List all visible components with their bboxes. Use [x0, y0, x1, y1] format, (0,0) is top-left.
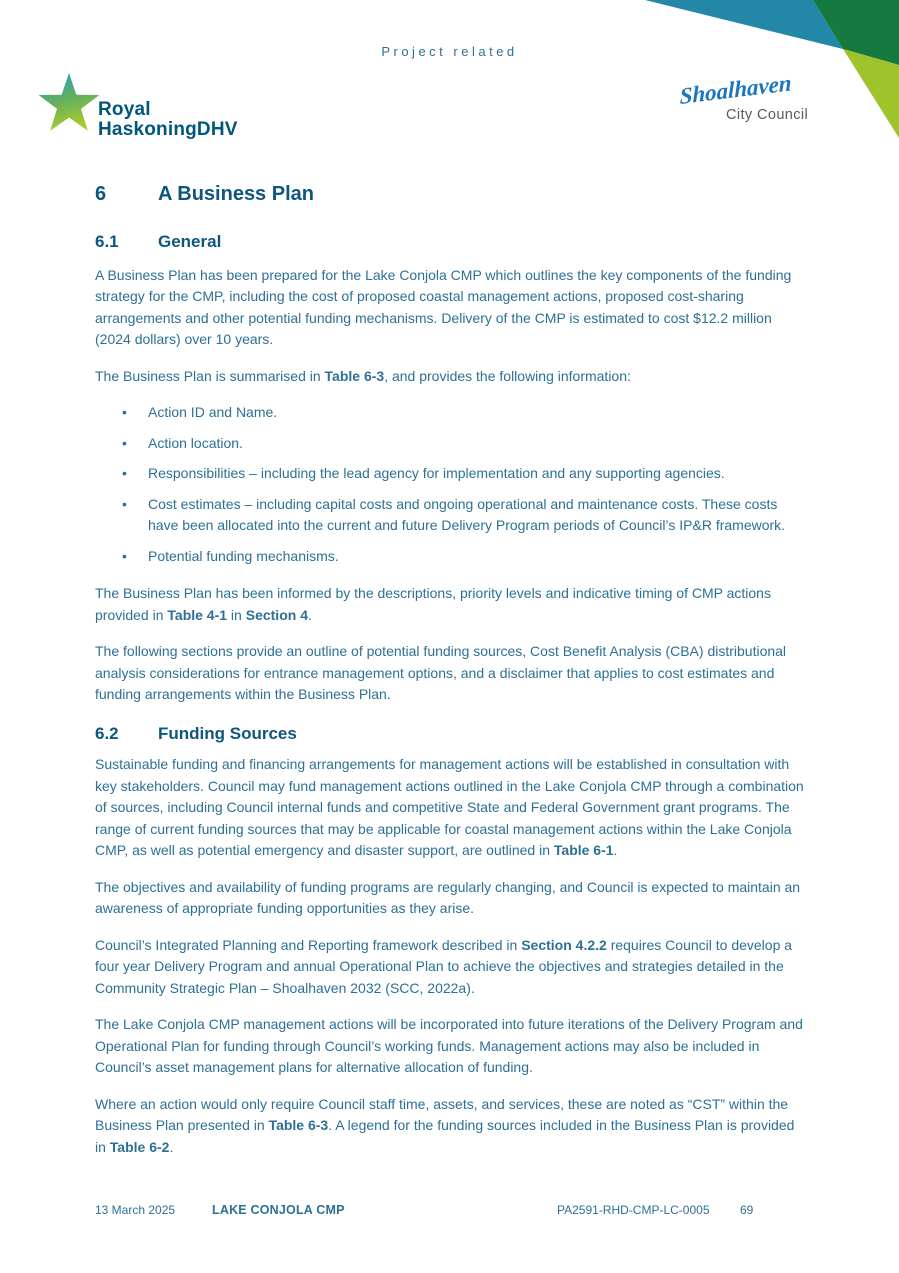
section-number: 6 — [95, 183, 107, 205]
paragraph-summary-ref: The Business Plan is summarised in Table 6-3, and provides the following information: — [95, 367, 631, 384]
paragraph-delivery-program: The Lake Conjola CMP management actions will be incorporated into future iterations of the Delivery Program and Operational Plan for funding through Council’s working funds. Management actions may also be included in Council’s asset management plans for alternative allocation of funding. — [95, 1016, 803, 1076]
list-item: • Cost estimates – including capital costs and ongoing operational and maintenance costs. These costs have been allocated into the current and future Delivery Program periods of Council’s IP&R framework. — [148, 494, 805, 537]
rhdhv-wordmark-line1: Royal — [98, 99, 151, 120]
corner-triangle-blue-icon — [645, 0, 843, 49]
section-heading-6-1 — [95, 232, 805, 252]
footer-doc-title: LAKE CONJOLA CMP — [212, 1203, 345, 1217]
section-number: 6.1 — [95, 232, 119, 251]
section-number: 6.2 — [95, 723, 119, 743]
section-title: A Business Plan — [158, 183, 314, 205]
paragraph-objectives: The objectives and availability of funding programs are regularly changing, and Council is expected to maintain an awareness of appropriate funding opportunities as they arise. — [95, 878, 801, 917]
document-content — [95, 183, 805, 1173]
list-item: • Action location. — [148, 433, 805, 455]
page-footer — [95, 1203, 805, 1223]
section-heading-6-2 — [95, 724, 805, 744]
footer-page-number: 69 — [740, 1203, 754, 1217]
footer-doc-ref: PA2591-RHD-CMP-LC-0005 — [557, 1203, 710, 1217]
shoalhaven-logo-script: Shoalhaven — [679, 70, 792, 109]
header-classification: Project related — [381, 44, 518, 59]
rhdhv-wordmark — [98, 100, 318, 139]
bullet-list — [95, 402, 805, 567]
paragraph-intro: A Business Plan has been prepared for the Lake Conjola CMP which outlines the key components of the funding strategy for the CMP, including the cost of proposed coastal management actions, proposed cost-sharing arrangements and other potential funding mechanisms. Delivery of the CMP is estimated to cost $12.2 million (2024 dollars) over 10 years. — [95, 266, 792, 348]
section-title: Funding Sources — [158, 723, 297, 743]
paragraph-ipr-framework: Council’s Integrated Planning and Reporting framework described in Section 4.2.2 requires Council to develop a four year Delivery Program and annual Operational Plan to achieve the objectives and strategies detailed in the Community Strategic Plan – Shoalhaven 2032 (SCC, 2022a). — [95, 936, 793, 996]
paragraph-following-sections: The following sections provide an outline of potential funding sources, Cost Benefit Analysis (CBA) distributional analysis considerations for entrance management options, and a disclaimer that applies to cost estimates and funding arrangements within the Business Plan. — [95, 643, 787, 703]
shoalhaven-logo — [679, 70, 840, 123]
rhdhv-star-logo-icon — [38, 68, 100, 138]
paragraph-cst-note: Where an action would only require Council staff time, assets, and services, these are noted as “CST” within the Business Plan presented in Table 6-3. A legend for the funding sources included in the Business Plan is provided in Table 6-2. — [95, 1095, 795, 1155]
list-item: • Potential funding mechanisms. — [148, 546, 805, 568]
section-title: General — [158, 232, 222, 251]
rhdhv-wordmark-line2: HaskoningDHV — [98, 118, 238, 140]
paragraph-informed-by: The Business Plan has been informed by the descriptions, priority levels and indicative timing of CMP actions provided in Table 4-1 in Section 4. — [95, 585, 771, 623]
section-heading-6 — [95, 183, 805, 206]
shoalhaven-logo-subtitle: City Council — [726, 107, 809, 123]
list-item: • Action ID and Name. — [148, 402, 805, 424]
footer-date: 13 March 2025 — [95, 1203, 176, 1217]
paragraph-sustainable-funding: Sustainable funding and financing arrangements for management actions will be established in consultation with key stakeholders. Council may fund management actions outlined in the Lake Conjola CMP through a combination of sources, including Council internal funds and competitive State and Federal Government grant programs. The range of current funding sources that may be applicable for coastal management actions within the Lake Conjola CMP, as well as potential emergency and disaster support, are outlined in Table 6-1. — [95, 756, 804, 859]
list-item: • Responsibilities – including the lead agency for implementation and any supporting agencies. — [148, 463, 805, 485]
